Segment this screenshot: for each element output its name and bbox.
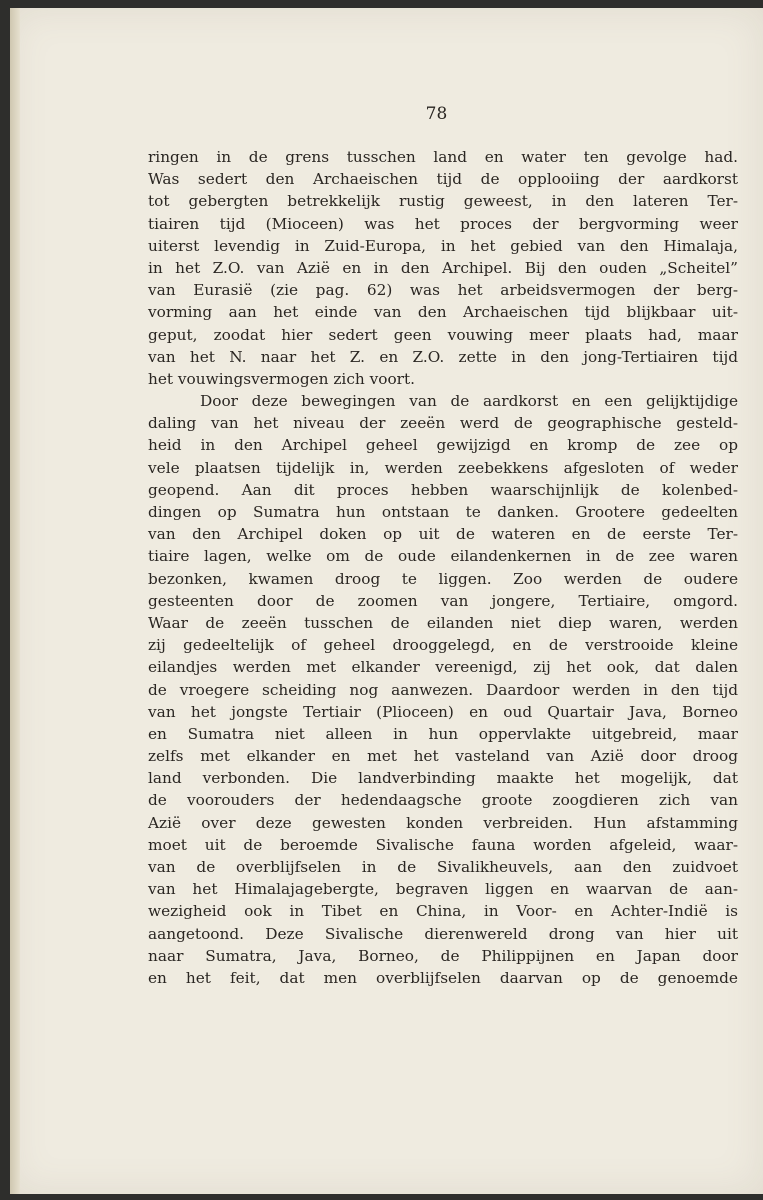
text-line: bezonken, kwamen droog te liggen. Zoo werden de oudere [148,569,738,588]
text-line: van den Archipel doken op uit de wateren en de eerste Ter- [148,525,738,544]
text-line: het vouwingsvermogen zich voort. [148,369,415,388]
text-line: gesteenten door de zoomen van jongere, Tertiaire, omgord. [148,591,738,610]
text-line: van de overblijfselen in de Sivalikheuvels, aan den zuidvoet [148,858,738,876]
text-line: van het jongste Tertiair (Plioceen) en oud Quartair Java, Borneo [148,702,738,721]
text-line: naar Sumatra, Java, Borneo, de Philippijnen en Japan door [148,946,738,965]
text-line: van Eurasië (zie pag. 62) was het arbeidsvermogen der berg- [148,281,738,300]
text-line: geput, zoodat hier sedert geen vouwing meer plaats had, maar [148,325,738,344]
text-line: Was sedert den Archaeischen tijd de opplooiing der aardkorst [148,170,738,189]
text-line: van het N. naar het Z. en Z.O. zette in den jong-Tertiairen tijd [148,347,738,366]
text-line: moet uit de beroemde Sivalische fauna worden afgeleid, waar- [148,835,738,854]
body-text [148,146,738,989]
text-line: en het feit, dat men overblijfselen daarvan op de genoemde [148,968,738,987]
page-edge [10,8,20,1194]
text-line: wezigheid ook in Tibet en China, in Voor- en Achter-Indië is [148,902,738,921]
text-line: dingen op Sumatra hun ontstaan te danken. Grootere gedeelten [148,503,738,521]
text-line: van het Himalajagebergte, begraven liggen en waarvan de aan- [148,880,738,899]
text-line: tiaire lagen, welke om de oude eilandenkernen in de zee waren [148,547,738,566]
text-line: vorming aan het einde van den Archaeischen tijd blijkbaar uit- [148,303,738,322]
text-line: geopend. Aan dit proces hebben waarschijnlijk de kolenbed- [148,480,738,499]
text-line: tiairen tijd (Mioceen) was het proces der bergvorming weer [148,214,738,233]
text-line: Door deze bewegingen van de aardkorst en een gelijktijdige [200,392,738,411]
text-line: zij gedeeltelijk of geheel drooggelegd, en de verstrooide kleine [148,636,738,655]
text-line: de vroegere scheiding nog aanwezen. Daardoor werden in den tijd [148,680,738,699]
text-line: land verbonden. Die landverbinding maakte het mogelijk, dat [148,769,738,788]
text-line: Waar de zeeën tusschen de eilanden niet diep waren, werden [148,613,738,632]
text-line: en Sumatra niet alleen in hun oppervlakte uitgebreid, maar [148,724,738,743]
text-line: uiterst levendig in Zuid-Europa, in het gebied van den Himalaja, [148,236,738,255]
text-line: aangetoond. Deze Sivalische dierenwereld drong van hier uit [148,924,738,943]
text-line: zelfs met elkander en met het vasteland van Azië door droog [148,747,738,766]
text-line: in het Z.O. van Azië en in den Archipel. Bij den ouden „Scheitel” [148,258,738,277]
page-number: 78 [425,104,448,124]
text-line: tot gebergten betrekkelijk rustig geweest, in den lateren Ter- [148,192,738,211]
text-line: Azië over deze gewesten konden verbreiden. Hun afstamming [148,813,738,832]
text-line: ringen in de grens tusschen land en water ten gevolge had. [148,148,738,166]
text-line: vele plaatsen tijdelijk in, werden zeebekkens afgesloten of weder [148,458,738,477]
text-line: daling van het niveau der zeeën werd de geographische gesteld- [148,414,738,433]
text-line: heid in den Archipel geheel gewijzigd en kromp de zee op [148,436,738,455]
text-line: de voorouders der hedendaagsche groote zoogdieren zich van [148,791,738,810]
text-line: eilandjes werden met elkander vereenigd, zij het ook, dat dalen [148,658,738,677]
